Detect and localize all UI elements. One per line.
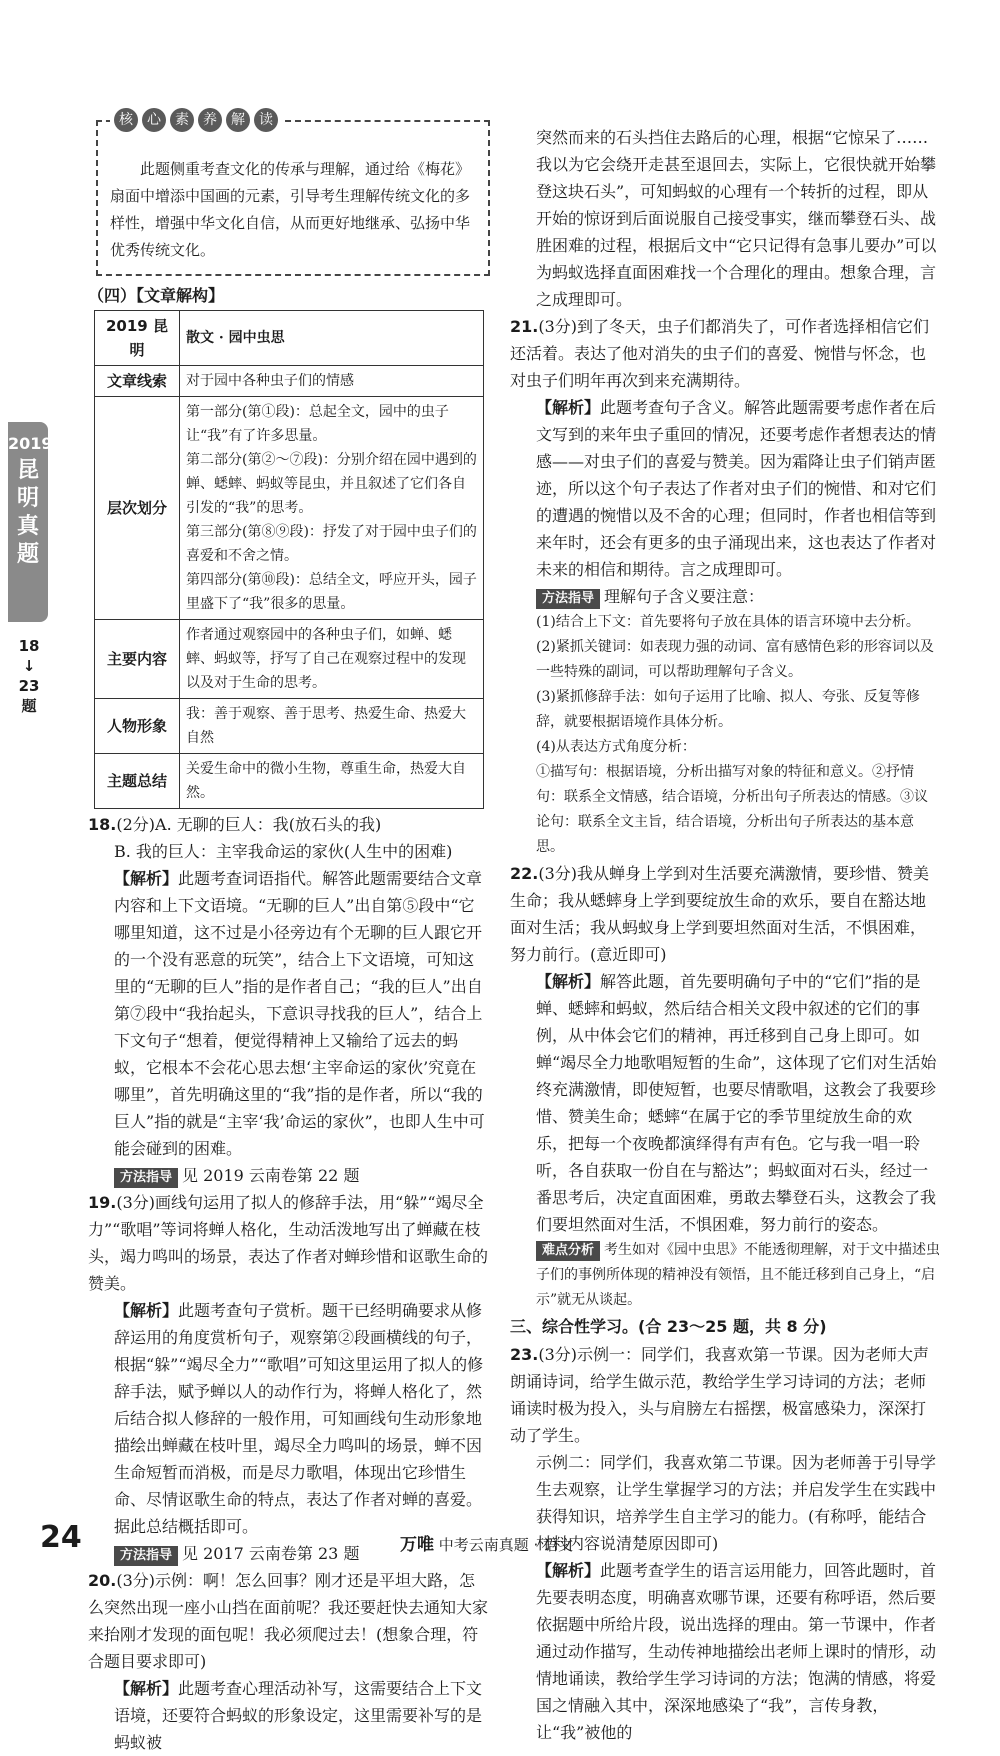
side-range	[14, 636, 44, 716]
q18-jx-label: 【解析】	[114, 869, 179, 888]
q21-number: 21.	[510, 317, 539, 336]
q19-analysis: 此题考查句子赏析。题干已经明确要求从修辞运用的角度赏析句子，观察第②段画横线的句子，根据“躲”“竭尽全力”“歌唱”可知这里运用了拟人的修辞手法，赋予蝉以人的动作行为，将蝉人格化了，然后结合拟人修辞的一般作用，可知画线句生动形象地描绘出蝉藏在枝叶里，竭尽全力鸣叫的场景，蝉不因生命短暂而消极，而是尽力歌唱，体现出它珍惜生命、尽情讴歌生命的特点，表达了作者对蝉的喜爱。据此总结概括即可。	[114, 1301, 484, 1536]
range-bottom: 23	[18, 677, 40, 695]
q21-method-2: (2)紧抓关键词：如表现力强的动词、富有感情色彩的形容词以及一些特殊的副词，可以帮助理解句子含义。	[536, 639, 934, 680]
table-row	[95, 754, 484, 809]
table-key: 层次划分	[95, 397, 180, 620]
table-key: 文章线索	[95, 366, 180, 397]
question-23	[510, 1341, 940, 1746]
page-number: 24	[40, 1520, 82, 1555]
q22-number: 22.	[510, 864, 539, 883]
q21-method-3: (3)紧抓修辞手法：如句子运用了比喻、拟人、夸张、反复等修辞，就要根据语境作具体分析。	[536, 689, 920, 730]
table-key: 主要内容	[95, 620, 180, 699]
q22-difficulty-text: 考生如对《园中虫思》不能透彻理解，对于文中描述虫子们的事例所体现的精神没有领悟，且不能迁移到自己身上，“启示”就无从谈起。	[536, 1242, 941, 1308]
question-22	[510, 860, 940, 1313]
side-year: 2019	[8, 434, 53, 453]
question-21	[510, 313, 940, 860]
q18-method-text: 见 2019 云南卷第 22 题	[182, 1166, 360, 1185]
q20-jx-label: 【解析】	[114, 1679, 179, 1698]
table-key: 人物形象	[95, 699, 180, 754]
q22-jx-label: 【解析】	[536, 972, 601, 991]
core-literacy-text: 此题侧重考查文化的传承与理解，通过给《梅花》扇面中增添中国画的元素，引导考生理解传统文化的多样性，增强中华文化自信，从而更好地继承、弘扬中华优秀传统文化。	[110, 160, 471, 259]
question-20	[88, 1567, 490, 1756]
q22-answer: (3分)我从蝉身上学到对生活要充满激情，要珍惜、赞美生命；我从蟋蟀身上学到要绽放生命的欢乐，要自在豁达地面对生活；我从蚂蚁身上学到要坦然面对生活，不惧困难，努力前行。(意近即可)	[510, 864, 930, 964]
q21-method-tag: 方法指导	[536, 589, 600, 609]
q21-answer: (3分)到了冬天，虫子们都消失了，可作者选择相信它们还活着。表达了他对消失的虫子们的喜爱、惋惜与怀念，也对虫子们明年再次到来充满期待。	[510, 317, 930, 390]
question-18	[88, 811, 490, 1189]
q19-jx-label: 【解析】	[114, 1301, 179, 1320]
side-label: 昆明真题	[16, 458, 39, 567]
table-value: 作者通过观察园中的各种虫子们，如蝉、蟋蟀、蚂蚁等，抒写了自己在观察过程中的发现以及对于生命的思考。	[180, 620, 484, 699]
q19-method-text: 见 2017 云南卷第 23 题	[182, 1544, 360, 1563]
q23-analysis: 此题考查学生的语言运用能力，回答此题时，首先要表明态度，明确喜欢哪节课，还要有称呼语，然后要依据题中所给片段，说出选择的理由。第一节课中，作者通过动作描写，生动传神地描绘出老师上课时的情形，动情地诵读，教给学生学习诗词的方法；饱满的情感，将爱国之情融入其中，深深地感染了“我”，言传身教，让“我”被他的	[536, 1561, 937, 1742]
core-char: 解	[226, 108, 250, 132]
q18-answer-a: (2分)A. 无聊的巨人：我(放石头的我)	[116, 815, 382, 834]
left-column	[88, 112, 490, 1756]
brand-logo: 万唯	[400, 1535, 434, 1555]
q23-answer-b: 示例二：同学们，我喜欢第二节课。因为老师善于引导学生去观察，让学生掌握学习的方法；并启发学生在实践中获得知识，培养学生自主学习的能力。(有称呼，能结合材料内容说清楚原因即可)	[536, 1453, 937, 1553]
core-char: 心	[142, 108, 166, 132]
q22-analysis: 解答此题，首先要明确句子中的“它们”指的是蝉、蟋蟀和蚂蚁，然后结合相关文段中叙述的它们的事例，从中体会它们的精神，再迁移到自己身上即可。如蝉“竭尽全力地歌唱短暂的生命”，这体现了它们对生活始终充满激情，即使短暂，也要尽情歌唱，这教会了我要珍惜、赞美生命；蟋蟀“在属于它的季节里绽放生命的欢乐，把每一个夜晚都演绎得有声有色。它与我一唱一聆听，各自获取一份自在与豁达”；蚂蚁面对石头，经过一番思考后，决定直面困难，勇敢去攀登石头，这教会了我们要坦然面对生活，不惧困难，努力前行的姿态。	[536, 972, 937, 1234]
table-row	[95, 311, 484, 366]
q21-method-4: (4)从表达方式角度分析：	[536, 739, 696, 755]
structure-table	[94, 310, 484, 809]
core-literacy-box	[96, 112, 490, 276]
q21-analysis: 此题考查句子含义。解答此题需要考虑作者在后文写到的来年虫子重回的情况，还要考虑作者想表达的情感——对虫子们的喜爱与赞美。因为霜降让虫子们销声匿迹，所以这个句子表达了作者对虫子们的惋惜、和对它们的遭遇的惋惜以及不舍的心理；但同时，作者也相信等到来年时，还会有更多的虫子涌现出来，这也表达了作者对未来的相信和期待。言之成理即可。	[536, 398, 937, 579]
core-literacy-title	[110, 108, 282, 132]
range-tail: 题	[21, 697, 37, 715]
table-value: 我：善于观察、善于思考、热爱生命、热爱大自然	[180, 699, 484, 754]
table-value: 对于园中各种虫子们的情感	[180, 366, 484, 397]
q23-answer-a: (3分)示例一：同学们，我喜欢第一节课。因为老师大声朗诵诗词，给学生做示范，教给学生学习诗词的方法；老师诵读时极为投入，头与肩膀左右摇摆，极富感染力，深深打动了学生。	[510, 1345, 930, 1445]
book-title: 中考云南真题 · 语文	[438, 1536, 574, 1554]
q19-method-tag: 方法指导	[114, 1546, 178, 1566]
table-row	[95, 620, 484, 699]
section-three-head: 三、综合性学习。(合 23～25 题，共 8 分)	[510, 1317, 827, 1336]
core-char: 素	[170, 108, 194, 132]
q21-method-text: 理解句子含义要注意：	[604, 587, 765, 606]
q18-method-tag: 方法指导	[114, 1168, 178, 1188]
q20-analysis-continued: 突然而来的石头挡住去路后的心理，根据“它惊呆了……我以为它会绕开走甚至退回去，实际上，它很快就开始攀登这块石头”，可知蚂蚁的心理有一个转折的过程，即从开始的惊讶到后面说服自己接受事实，继而攀登石头、战胜困难的过程，根据后文中“它只记得有急事儿要办”可以为蚂蚁选择直面困难找一个合理化的理由。想象合理，言之成理即可。	[536, 128, 937, 309]
q20-number: 20.	[88, 1571, 117, 1590]
q19-answer: (3分)画线句运用了拟人的修辞手法，用“躲”“竭尽全力”“歌唱”等词将蝉人格化，生动活泼地写出了蝉藏在枝头，竭力鸣叫的场景，表达了作者对蝉珍惜和讴歌生命的赞美。	[88, 1193, 489, 1293]
section-four-head: （四）【文章解构】	[88, 286, 225, 305]
q23-number: 23.	[510, 1345, 539, 1364]
q20-analysis: 此题考查心理活动补写，这需要结合上下文语境，还要符合蚂蚁的形象设定，这里需要补写的是蚂蚁被	[114, 1679, 483, 1752]
table-row	[95, 397, 484, 620]
core-char: 核	[114, 108, 138, 132]
q20-answer: (3分)示例：啊！怎么回事？刚才还是平坦大路，怎么突然出现一座小山挡在面前呢？我还要赶快去通知大家来抬刚才发现的面包呢！我必须爬过去！(想象合理，符合题目要求即可)	[88, 1571, 489, 1671]
q23-jx-label: 【解析】	[536, 1561, 601, 1580]
table-row	[95, 699, 484, 754]
table-key: 2019 昆明	[95, 311, 180, 366]
question-19	[88, 1189, 490, 1567]
table-key: 主题总结	[95, 754, 180, 809]
range-top: 18	[18, 637, 40, 655]
core-char: 读	[254, 108, 278, 132]
table-value: 散文 · 园中虫思	[180, 311, 484, 366]
range-arrow: ↓	[22, 657, 36, 675]
q18-analysis: 此题考查词语指代。解答此题需要结合文章内容和上下文语境。“无聊的巨人”出自第⑤段中“它哪里知道，这不过是小径旁边有个无聊的巨人跟它开的一个没有恶意的玩笑”，结合上下文语境，可知这里的“无聊的巨人”指的是作者自己；“我的巨人”出自第⑦段中“我抬起头，下意识寻找我的巨人”，结合上下文句子“想着，便觉得精神上又输给了远去的蚂蚁，它根本不会花心思去想‘主宰命运的家伙’究竟在哪里”，首先明确这里的“我”指的是作者，所以“我的巨人”指的就是“主宰‘我’命运的家伙”，也即人生中可能会碰到的困难。	[114, 869, 485, 1158]
q21-jx-label: 【解析】	[536, 398, 601, 417]
core-char: 养	[198, 108, 222, 132]
q18-answer-b: B. 我的巨人：主宰我命运的家伙(人生中的困难)	[114, 842, 453, 861]
q19-number: 19.	[88, 1193, 117, 1212]
table-row	[95, 366, 484, 397]
table-value: 关爱生命中的微小生物，尊重生命，热爱大自然。	[180, 754, 484, 809]
q21-method-1: (1)结合上下文：首先要将句子放在具体的语言环境中去分析。	[536, 614, 920, 630]
side-tab	[8, 422, 53, 622]
q22-difficulty-tag: 难点分析	[536, 1241, 600, 1261]
q18-number: 18.	[88, 815, 117, 834]
footer-title	[400, 1530, 573, 1555]
table-value: 第一部分(第①段)：总起全文，园中的虫子让“我”有了许多思量。 第二部分(第②～⑦段)：分别介绍在园中遇到的蝉、蟋蟀、蚂蚁等昆虫，并且叙述了它们各自引发的“我”的思考。 第三部分(第⑧⑨段)：抒发了对于园中虫子们的喜爱和不舍之情。 第四部分(第⑩段)：总结全文，呼应开头，园子里盛下了“我”很多的思量。	[180, 397, 484, 620]
right-column	[510, 124, 940, 1746]
q21-method-5: ①描写句：根据语境，分析出描写对象的特征和意义。②抒情句：联系全文情感，结合语境，分析出句子所表达的情感。③议论句：联系全文主旨，结合语境，分析出句子所表达的基本意思。	[536, 764, 928, 855]
